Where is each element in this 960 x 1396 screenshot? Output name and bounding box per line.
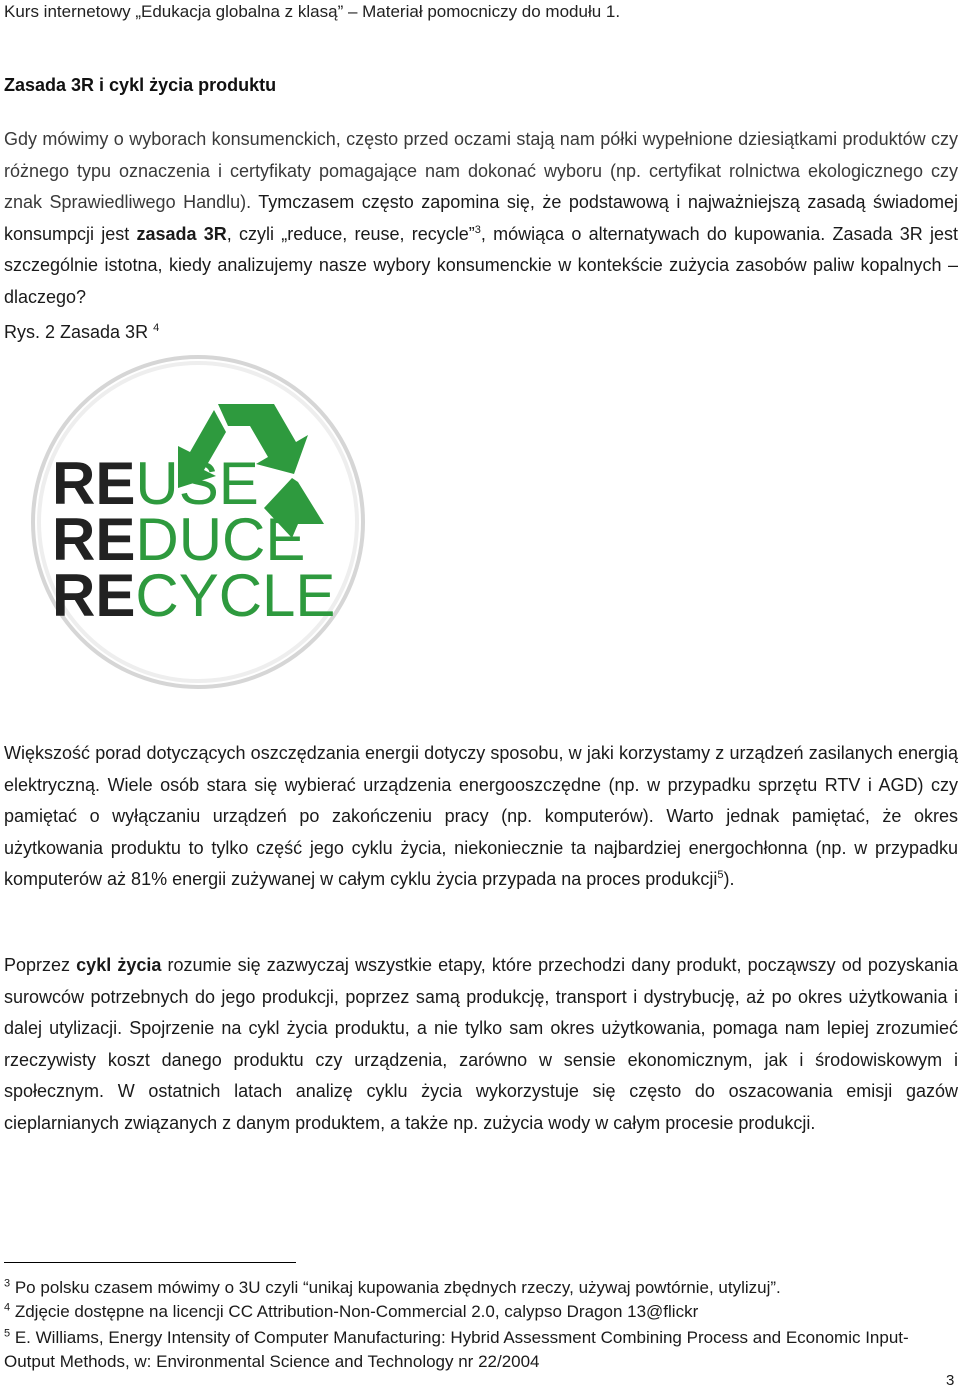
logo-line-recycle: RECYCLE <box>52 562 336 629</box>
footnote-4 <box>4 1300 954 1324</box>
footnote-text: Zdjęcie dostępne na licencji CC Attribution-Non-Commercial 2.0, calypso Dragon 13@flickr <box>10 1302 699 1321</box>
footnote-ref-4[interactable]: 4 <box>153 322 160 334</box>
paragraph-intro-part-d: , mówiąca o alternatywach do kupowania. Zasada 3R jest szczególnie istotna, kiedy analizujemy nasze wybory konsumenckie w kontekście zużycia zasobów paliw kopalnych – dlaczego? <box>4 223 958 307</box>
running-header: Kurs internetowy „Edukacja globalna z klasą” – Materiał pomocniczy do modułu 1. <box>4 2 621 21</box>
paragraph-lifecycle-part-b: rozumie się zazwyczaj wszystkie etapy, które przechodzi dany produkt, począwszy od pozyskania surowców potrzebnych do jego produkcji, poprzez samą produkcję, transport i dystrybucję, aż po okres użytkowania i dalej utylizacji. Spojrzenie na cykl życia produktu, a nie tylko sam okres użytkowania, pomaga nam lepiej zrozumieć rzeczywisty koszt danego produktu czy urządzenia, zarówno w sensie ekonomicznym, jak i środowiskowym i społecznym. W ostatnich latach analizę cyklu życia wykorzystuje się często do oszacowania emisji gazów cieplarnianych związanych z danym produktem, a także np. zużycia wody w całym procesie produkcji. <box>4 955 958 1133</box>
paragraph-intro-part-c: , czyli „reduce, reuse, recycle” <box>226 223 475 244</box>
paragraph-lifecycle-bold: cykl życia <box>76 955 162 975</box>
figure-caption <box>4 322 159 343</box>
paragraph-intro-part-b: Tymczasem często zapomina się, że podstawową i najważniejszą zasadą świadomej konsumpcji jest <box>4 192 958 244</box>
paragraph-energy-part-a: Większość porad dotyczących oszczędzania energii dotyczy sposobu, w jaki korzystamy z urządzeń zasilanych energią elektryczną. Wiele osób stara się wybierać urządzenia energooszczędne (np. w przypadku sprzętu RTV i AGD) czy pamiętać o wyłączaniu urządzeń po zakończeniu pracy (np. komputerów). Warto jednak pamiętać, że okres użytkowania produktu to tylko część jego cyklu życia, niekoniecznie ta najbardziej energochłonna (np. w przypadku komputerów aż 81% energii zużywanej w całym cyklu życia przypada na proces produkcji <box>4 743 958 889</box>
footnote-text: Po polsku czasem mówimy o 3U czyli “unikaj kupowania zbędnych rzeczy, używaj powtórnie, utylizuj”. <box>10 1278 781 1297</box>
paragraph-lifecycle-part-a: Poprzez <box>4 955 77 975</box>
footnote-ref-5[interactable]: 5 <box>717 869 724 881</box>
footnote-ref-3[interactable]: 3 <box>474 223 481 236</box>
paragraph-energy-part-b: ). <box>723 869 735 889</box>
footnote-3 <box>4 1276 954 1300</box>
footnote-number: 4 <box>4 1301 11 1314</box>
paragraph-intro-part-a: Gdy mówimy o wyborach konsumenckich, często przed oczami stają nam półki wypełnione dziesiątkami produktów czy różnego typu oznaczenia i certyfikaty pomagające nam dokonać wyboru (np. certyfikat rolnictwa ekologicznego czy znak Sprawiedliwego Handlu). <box>4 129 958 212</box>
paragraph-intro <box>4 124 958 313</box>
paragraph-energy <box>4 738 958 896</box>
footnote-5 <box>4 1326 954 1374</box>
footnote-separator <box>4 1262 296 1263</box>
footnote-number: 3 <box>4 1277 11 1290</box>
footnote-text: E. Williams, Energy Intensity of Computer Manufacturing: Hybrid Assessment Combining Process and Economic Input-Output Methods, w: Environmental Science and Technology nr 22/2004 <box>4 1328 909 1371</box>
page-number: 3 <box>946 1372 955 1389</box>
section-title: Zasada 3R i cykl życia produktu <box>4 75 277 95</box>
paragraph-lifecycle <box>4 950 958 1139</box>
footnote-number: 5 <box>4 1327 11 1340</box>
logo-line-reuse: REUSE <box>52 450 259 517</box>
reuse-reduce-recycle-logo <box>28 352 368 692</box>
logo-line-reduce: REDUCE <box>52 506 306 573</box>
paragraph-intro-bold: zasada 3R <box>136 223 227 244</box>
figure-caption-text: Rys. 2 Zasada 3R <box>4 322 149 342</box>
